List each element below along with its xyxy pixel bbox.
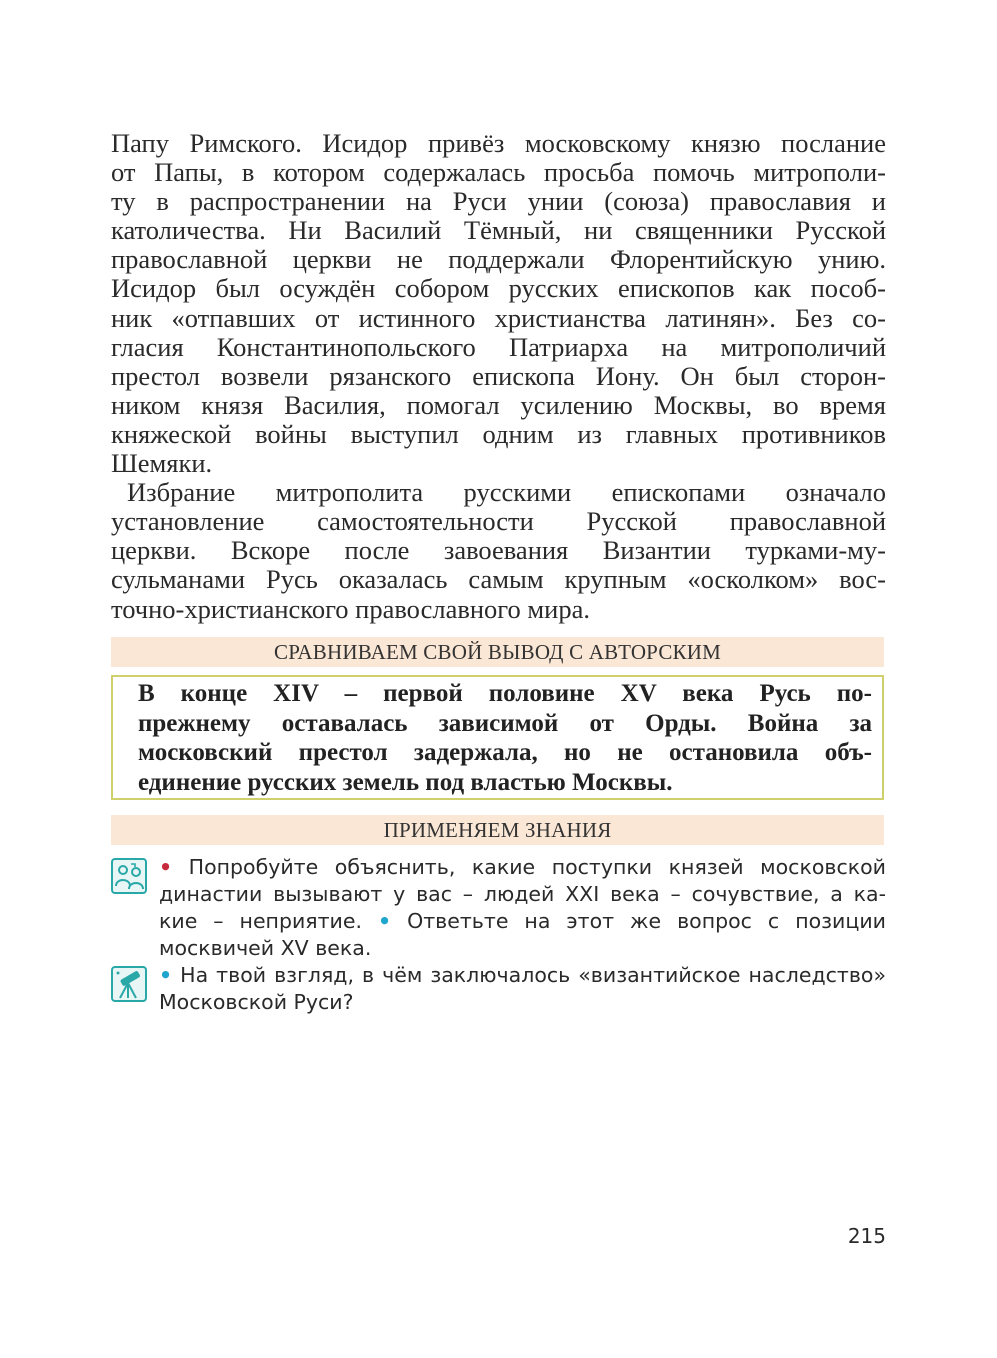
page-number: 215 [847, 1224, 886, 1248]
paragraph-1 [111, 129, 886, 478]
apply-section-header: ПРИМЕНЯЕМ ЗНАНИЯ [111, 815, 884, 845]
text-line: Папу Римского. Исидор привёз московскому князю послание [111, 128, 886, 158]
text-line: княжеской войны выступил одним из главных противников [111, 418, 886, 449]
text-line: точно-христианского православного мира. [111, 593, 590, 624]
text-line: ником князя Василия, помогал усилению Москвы, во время [111, 389, 886, 420]
text-line: гласия Константинопольского Патриарха на митрополичий [111, 331, 886, 362]
text-line: установление самостоятельности Русской православной [111, 506, 886, 537]
text-line: католичества. Ни Василий Тёмный, ни священники Русской [111, 215, 886, 246]
task-line-text: кие – неприятие. [159, 909, 363, 933]
task-line-text: Попробуйте объяснить, какие поступки князей московской [188, 855, 886, 879]
task-line [159, 908, 886, 935]
text-line: ник «отпавших от истинного христианства латинян». Без со- [111, 302, 886, 333]
task-line: москвичей XV века. [159, 936, 372, 960]
text-line: Избрание митрополита русскими епископами означало [127, 477, 886, 508]
bullet: • [378, 909, 392, 933]
telescope-icon [111, 966, 147, 1002]
text-line: церкви. Вскоре после завоевания Византии турками-му- [111, 535, 886, 566]
author-conclusion-box [111, 675, 884, 800]
text-line: Исидор был осуждён собором русских епископов как пособ- [111, 273, 886, 304]
task-line-text: Ответьте на этот же вопрос с позиции [407, 909, 886, 933]
conclusion-line: единение русских земель под властью Москвы. [138, 768, 673, 796]
task-line: Московской Руси? [159, 990, 354, 1014]
compare-section-header: СРАВНИВАЕМ СВОЙ ВЫВОД С АВТОРСКИМ [111, 637, 884, 667]
bullet: • [159, 855, 173, 879]
text-line: ту в распространении на Руси унии (союза) православия и [111, 186, 886, 217]
task-line: династии вызывают у вас – людей XXI века – сочувствие, а ка- [159, 882, 886, 906]
task-line [159, 962, 886, 989]
bullet: • [159, 963, 173, 987]
main-text [111, 129, 886, 624]
task-line [159, 854, 886, 881]
task-line-text: На твой взгляд, в чём заключалось «византийское наследство» [180, 963, 886, 987]
conclusion-line: прежнему оставалась зависимой от Орды. Война за [138, 709, 872, 737]
discussion-icon [111, 858, 147, 894]
text-line: сульманами Русь оказалась самым крупным «осколком» вос- [111, 564, 886, 595]
conclusion-line: В конце XIV – первой половине XV века Русь по- [138, 680, 872, 707]
conclusion-line: московский престол задержала, но не остановила объ- [138, 739, 872, 766]
paragraph-2 [111, 478, 886, 623]
text-line: Шемяки. [111, 448, 213, 479]
task-2-text [159, 962, 886, 1016]
task-1-text [159, 854, 886, 962]
text-line: престол возвели рязанского епископа Иону. Он был сторон- [111, 360, 886, 391]
text-line: от Папы, в котором содержалась просьба помочь митрополи- [111, 157, 886, 188]
text-line: православной церкви не поддержали Флорентийскую унию. [111, 244, 886, 275]
